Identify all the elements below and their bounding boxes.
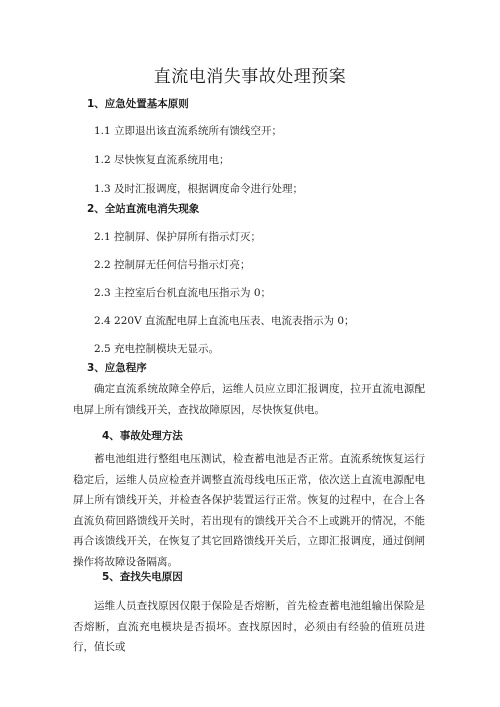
section2-item: 2.3 主控室后台机直流电压指示为 0； — [94, 287, 272, 299]
section4-body: 蓄电池组进行整组电压测试，检查蓄电池是否正常。直流系统恢复运行稳定后，运维人员应检查并调整直流母线电压正常，依次送上直流电源配电屏上所有馈线开关，并检查各保护装置运行正常。恢复的过程中，在合上各直流负荷回路馈线开关时，若出现有的馈线开关合不上或跳开的情况，不能再合该馈线开关，在恢复了其它回路馈线开关后，立即汇报调度，通过倒闸操作将故障设备隔离。 — [73, 453, 425, 568]
section1-item: 1.3 及时汇报调度，根据调度命令进行处理； — [94, 183, 304, 195]
section3-body: 确定直流系统故障全停后，运维人员应立即汇报调度，拉开直流电源配电屏上所有馈线开关，查找故障原因，尽快恢复供电。 — [73, 383, 425, 416]
section1-item: 1.2 尽快恢复直流系统用电； — [94, 154, 230, 166]
section2-item: 2.4 220V 直流配电屏上直流电压表、电流表指示为 0； — [94, 315, 355, 327]
document-title: 直流电消失事故处理预案 — [153, 67, 347, 87]
section2-item: 2.1 控制屏、保护屏所有指示灯灭； — [94, 231, 262, 243]
section2-item: 2.5 充电控制模块无显示。 — [94, 343, 220, 355]
section1-heading: 1、应急处置基本原则 — [87, 98, 189, 110]
section2-item: 2.2 控制屏无任何信号指示灯亮； — [94, 259, 251, 271]
section3-heading: 3、应急程序 — [87, 362, 147, 374]
section4-heading: 4、事故处理方法 — [102, 430, 183, 442]
section5-heading: 5、查找失电原因 — [102, 571, 183, 583]
section1-item: 1.1 立即退出该直流系统所有馈线空开； — [94, 125, 283, 137]
section5-body: 运维人员查找原因仅限于保险是否熔断，首先检查蓄电池组输出保险是否熔断，直流充电模块是否损坏。查找原因时，必须由有经验的值班员进行，值长或 — [73, 600, 425, 654]
section2-heading: 2、全站直流电消失现象 — [87, 203, 200, 215]
